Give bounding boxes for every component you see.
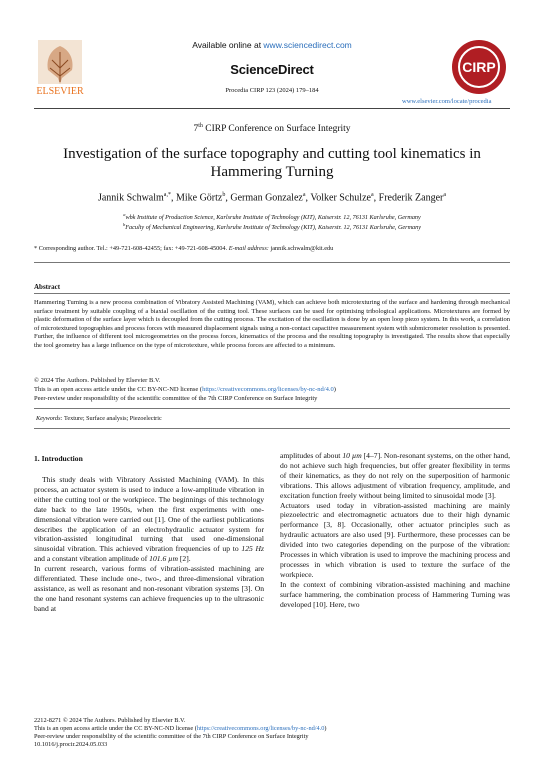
abstract-peer-review: Peer-review under responsibility of the scientific committee of the 7th CIRP Conference on Surface Integrity: [34, 395, 318, 402]
svg-text:ELSEVIER: ELSEVIER: [36, 86, 84, 97]
author-name: German Gonzalez: [230, 192, 303, 204]
keywords-rule-top: [34, 408, 510, 409]
paragraph: In current research, various forms of vibration-assisted machining are differentiated. These include one-, two-, and three-dimensional vibration assistance, as well as resonant and non-resonant vibration systems [3]. On the one hand resonant systems can achieve frequencies up to the ultrasonic band at: [34, 564, 264, 613]
author-affiliation-mark: a: [443, 192, 447, 198]
affiliation-b: $^b$Faculty of Mechanical Engineering, Karlsruhe Institute of Technology (KIT), Kaiserstr. 12, 76131 Karlsruhe, Germany: [123, 222, 421, 232]
paragraph: amplitudes of about 10 µm [4–7]. Non-resonant systems, on the other hand, do not achieve such high frequencies, but offer greater flexibility in terms of their kinematics, as they do not rely on the superposition of harmonic vibrations. This allows adjustment of vibration frequency, amplitude, and excitation function freely without being limited to sinusoidal mode [3].: [280, 451, 510, 500]
keywords: Keywords: Texture; Surface analysis; Piezoelectric: [36, 415, 162, 422]
author-name: Frederik Zanger: [378, 192, 444, 204]
brand-title: ScienceDirect: [230, 62, 314, 77]
right-column: [280, 451, 510, 610]
footer-license-link[interactable]: https://creativecommons.org/licenses/by-nc-nd/4.0: [196, 725, 325, 732]
abstract-rule: [34, 293, 510, 294]
affiliation-a: $^a$wbk Institute of Production Science, Karlsruhe Institute of Technology (KIT), Kaiserstr. 12, 76131 Karlsruhe, Germany: [123, 212, 421, 222]
author-affiliation-mark: b: [222, 192, 226, 198]
journal-reference: Procedia CIRP 123 (2024) 179–184: [225, 87, 319, 94]
email-address[interactable]: jannik.schwalm@kit.edu: [268, 245, 334, 252]
cirp-logo: [450, 38, 508, 96]
abstract-text: Hammering Turning is a new process combination of Vibratory Assisted Machining (VAM), which can achieve both microtexturing of the surface and hardening through mechanical surface treatment by suitable coupling of a biaxial oscillation of the cutting tool. These surfaces can be used for optimising tribological applications. Microtextures are formed by plastic deformation of the surface layer which is decoupled from the cutting process. The excitation of the oscillation is done by an open loop piezo system. In this work, a correlation of microtextured topographies and process forces with measured displacement signals using a non-contact capacitive measurement system with submicrometer resolution is presented. Further, the influence of different tool microgeometries on the process forces, kinematics of the process and the resulting topography is investigated. The results show that especially the tool geometry has a large influence on the type of microtexture, while process forces are affected to a minimum.: [34, 299, 510, 349]
corresponding-author: * Corresponding author. Tel.: +49-721-608-42455; fax: +49-721-608-45004. E-mail address: jannik.schwalm@kit.edu: [34, 245, 334, 252]
author-affiliation-mark: a: [302, 192, 306, 198]
author-list: Jannik Schwalm$^{a,*}$, Mike Görtz$^b$, German Gonzalez$^a$, Volker Schulze$^a$, Frederik Zanger$^a$: [97, 192, 447, 204]
paper-title: Investigation of the surface topography and cutting tool kinematics in Hammering Turning: [63, 146, 481, 180]
svg-text:CIRP: CIRP: [462, 59, 496, 75]
divider: [34, 262, 510, 263]
author-affiliation-mark: a,*: [163, 192, 171, 198]
header-rule: [34, 108, 510, 109]
left-column: [34, 475, 264, 614]
footer-issn: 2212-8271 © 2024 The Authors. Published by Elsevier B.V.: [34, 717, 186, 724]
section-heading: 1. Introduction: [34, 454, 83, 463]
author-affiliation-mark: a: [370, 192, 374, 198]
conference-name: 7th CIRP Conference on Surface Integrity: [193, 123, 351, 135]
footer-license: This is an open access article under the CC BY-NC-ND license (https://creativecommons.org/licenses/by-nc-nd/4.0): [34, 725, 327, 732]
abstract-license: This is an open access article under the CC BY-NC-ND license (https://creativecommons.org/licenses/by-nc-nd/4.0): [34, 386, 336, 393]
paragraph: Actuators used today in vibration-assisted machining are mainly piezoelectric and electromagnetic actuators due to their high dynamic performance [3, 8]. Occasionally, other actuator principles such as hydraulic actuators are also used [9]. Furthermore, these processes can be divided into two categories depending on the purpose of the vibration: Processes in which vibration is used to improve the machining process and processes in which vibration is used to texture the surface of the workpiece.: [280, 500, 510, 579]
publisher-url[interactable]: www.elsevier.com/locate/procedia: [402, 98, 492, 105]
available-online: Available online at www.sciencedirect.com: [192, 40, 352, 50]
footer-doi[interactable]: 10.1016/j.procir.2024.05.033: [34, 741, 108, 748]
author-name: Jannik Schwalm: [97, 192, 164, 204]
license-link[interactable]: https://creativecommons.org/licenses/by-nc-nd/4.0: [202, 386, 334, 393]
author-name: Mike Görtz: [175, 192, 223, 204]
sciencedirect-link[interactable]: www.sciencedirect.com: [263, 40, 352, 50]
author-name: Volker Schulze: [310, 192, 371, 204]
paragraph: In the context of combining vibration-assisted machining and machine surface hammering, the combination process of Hammering Turning was developed [10]. Here, two: [280, 579, 510, 609]
paragraph: This study deals with Vibratory Assisted Machining (VAM). In this process, an actuator system is used to induce a low-amplitude vibration in either the cutting tool or the workpiece. The beginnings of this technology date back to the late 1950s, when the first experiments with one-dimensional vibration were carried out [1]. One of the earliest publications describes the application of an electrohydraulic actuator system for vibration-assisted longitudinal turning that used one-dimensional sinusoidal vibration. This achieved vibration frequencies of up to 125 Hz and a constant vibration amplitude of 101.6 µm [2].: [34, 475, 264, 564]
keywords-rule-bottom: [34, 428, 510, 429]
footer-peer-review: Peer-review under responsibility of the scientific committee of the 7th CIRP Conference on Surface Integrity: [34, 733, 309, 740]
abstract-copyright: © 2024 The Authors. Published by Elsevier B.V.: [34, 377, 161, 384]
abstract-heading: Abstract: [34, 283, 61, 291]
